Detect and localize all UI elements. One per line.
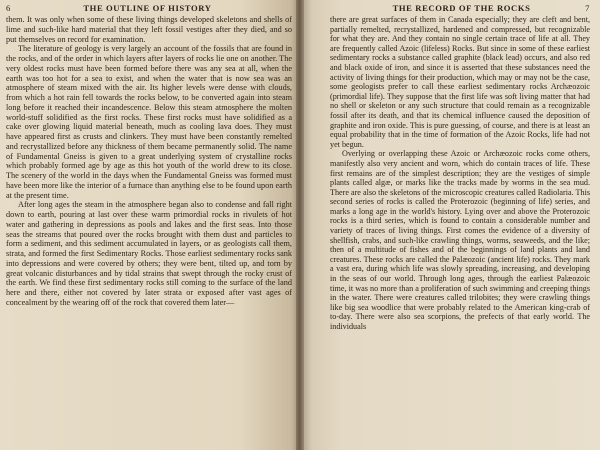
right-paragraph: there are great surfaces of them in Canada especially; they are cleft and bent, partially remelted, recrystallized, hardened and compressed, but recognizable for what they are. And they contain no single certain trace of life at all. They are frequently called Azoic (lifeless) Rocks. But since in some of these earliest sedimentary rocks a substance called graphite (black lead) occurs, and also red and black oxide of iron, and since it is asserted that these substances need the activity of living things for their production, which may or may not be the case, some geologists prefer to call these earliest sedimentary rocks Archæozoic (primordial life). They suppose that the first life was soft living matter that had no shell or skeleton or any such structure that could remain as a recognizable fossil after its death, and that its chemical influence caused the deposition of graphite and iron oxide. This is pure guessing, of course, and there is at least an equal probability that in the time of formation of the Azoic Rocks, life had not yet begun. [330,15,590,149]
left-paragraph: After long ages the steam in the atmosphere began also to condense and fall right down to earth, pouring at last over these warm primordial rocks in rivulets of hot water and gathering in depressions as pools and lakes and the first seas. Into those seas the streams that poured over the rocks brought with them dust and particles to form a sediment, and this sediment accumulated in layers, or as geologists call them, strata, and formed the first Sedimentary Rocks. Those earliest sedimentary rocks sank into depressions and were covered by others; they were bent, tilted up, and torn by great volcanic disturbances and by tidal strains that swept through the rocky crust of the earth. We find these first sedimentary rocks still coming to the surface of the land here and there, either not covered by later strata or exposed after vast ages of concealment by the wearing off of the rock that covered them later— [6,200,292,307]
right-page-number: 7 [585,3,590,13]
right-page-body [330,15,590,332]
right-page-header [330,2,590,15]
left-page-number: 6 [6,3,11,13]
right-running-head: THE RECORD OF THE ROCKS [392,3,531,13]
right-paragraph: Overlying or overlapping these Azoic or Archæozoic rocks come others, manifestly also very ancient and worn, which do contain traces of life. These first remains are of the simplest description; they are the vestiges of simple plants called algæ, or marks like the tracks made by worms in the sea mud. There are also the skeletons of the microscopic creatures called Radiolaria. This second series of rocks is called the Proterozoic (beginning of life) series, and marks a long age in the world's history. Lying over and above the Proterozoic rocks is a third series, which is found to contain a considerable number and variety of traces of living things. First comes the evidence of a diversity of shellfish, crabs, and such-like crawling things, worms, seaweeds, and the like; then of a multitude of fishes and of the beginnings of land plants and land creatures. These rocks are called the Palæozoic (ancient life) rocks. They mark a vast era, during which life was slowly spreading, increasing, and developing in the seas of our world. Through long ages, through the earliest Palæozoic time, it was no more than a proliferation of such swimming and creeping things in the water. There were creatures called trilobites; they were crawling things like big sea woodlice that were probably related to the American king-crab of to-day. There were also sea scorpions, the prefects of that early world. The individuals [330,149,590,331]
book-gutter [296,0,304,450]
left-page-header [6,2,292,15]
left-paragraph: them. It was only when some of these living things developed skeletons and shells of lime and such-like hard material that they left fossil vestiges after they died, and so put themselves on record for examination. [6,15,292,44]
left-page-body [6,15,292,308]
right-page [300,0,600,450]
left-running-head: THE OUTLINE OF HISTORY [83,3,212,13]
left-paragraph: The literature of geology is very largely an account of the fossils that are found in the rocks, and of the order in which layers after layers of rocks lie one on another. The very oldest rocks must have been formed before there was any sea at all, when the earth was too hot for a sea to exist, and when the water that is now sea was an atmosphere of steam mixed with the air. Its higher levels were dense with clouds, from which a hot rain fell towards the rocks below, to be converted again into steam long before it reached their incandescence. Below this steam atmosphere the molten world-stuff solidified as the first rocks. These first rocks must have solidified as a cake over glowing liquid material beneath, much as cooling lava does. They must have appeared first as crusts and clinkers. They must have been constantly remelted and recrystallized before any thickness of them became permanently solid. The name of Fundamental Gneiss is given to a great underlying system of crystalline rocks which probably formed age by age as this hot youth of the world drew to its close. The scenery of the world in the days when the Fundamental Gneiss was formed must have been more like the interior of a furnace than anything else to be found upon earth at the present time. [6,44,292,200]
